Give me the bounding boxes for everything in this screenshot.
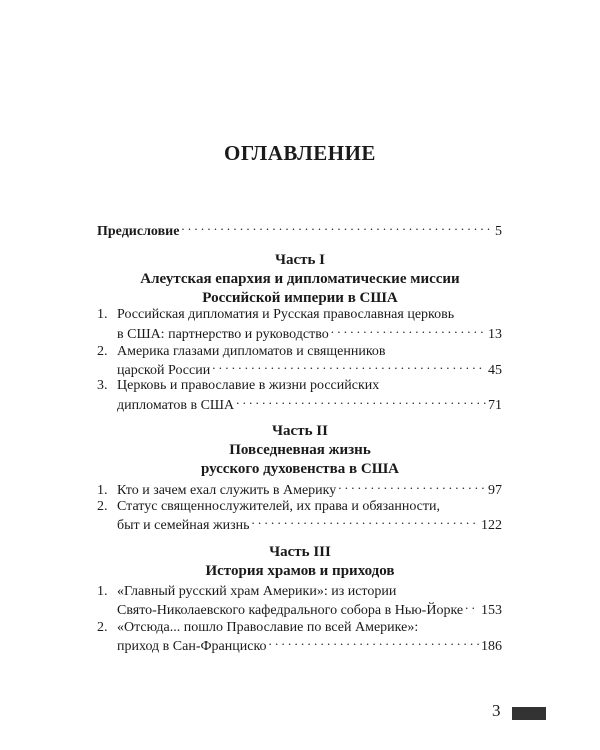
part-title-line: русского духовенства в США bbox=[200, 461, 400, 477]
chapter-title-line: Российская дипломатия и Русская православная церковь bbox=[117, 307, 455, 322]
dot-leader bbox=[269, 636, 479, 650]
chapter-number: 1. bbox=[97, 483, 108, 498]
dot-leader bbox=[465, 600, 479, 614]
chapter-entry-line bbox=[117, 324, 502, 344]
chapter-page: 153 bbox=[481, 603, 502, 618]
chapter-title-line: Свято-Николаевского кафедрального собора в Нью-Йорке bbox=[117, 603, 464, 618]
chapter-number: 1. bbox=[97, 584, 108, 599]
part-heading: Часть III bbox=[269, 544, 331, 560]
chapter-title-line: Церковь и православие в жизни российских bbox=[117, 378, 380, 393]
chapter-title-line: быт и семейная жизнь bbox=[117, 518, 250, 533]
chapter-page: 186 bbox=[481, 639, 502, 654]
chapter-entry-line bbox=[97, 498, 507, 516]
chapter-entry-line bbox=[97, 480, 502, 500]
toc-title: ОГЛАВЛЕНИЕ bbox=[224, 141, 376, 165]
chapter-entry-line bbox=[117, 395, 502, 415]
chapter-entry-line bbox=[117, 515, 502, 535]
toc-entry-preface bbox=[97, 221, 502, 241]
chapter-entry-line bbox=[97, 343, 507, 361]
chapter-title-line: приход в Сан-Франциско bbox=[117, 639, 267, 654]
chapter-number: 2. bbox=[97, 499, 108, 514]
chapter-page: 13 bbox=[488, 327, 502, 342]
chapter-page: 45 bbox=[488, 363, 502, 378]
part-heading: Часть I bbox=[274, 252, 326, 268]
part-title-line: Российской империи в США bbox=[202, 290, 398, 306]
chapter-number: 1. bbox=[97, 307, 108, 322]
dot-leader bbox=[331, 324, 486, 338]
dot-leader bbox=[181, 221, 493, 235]
chapter-title-line: «Отсюда... пошло Православие по всей Америке»: bbox=[117, 620, 419, 635]
chapter-title-line: царской России bbox=[117, 363, 211, 378]
chapter-entry-line bbox=[117, 600, 502, 620]
dot-leader bbox=[236, 395, 486, 409]
chapter-title-text: Кто и зачем ехал служить в Америку bbox=[117, 483, 337, 498]
preface-page: 5 bbox=[495, 224, 502, 239]
dot-leader bbox=[252, 515, 479, 529]
chapter-title-line: Америка глазами дипломатов и священников bbox=[117, 344, 386, 359]
chapter-entry-line bbox=[117, 636, 502, 656]
chapter-title-line: Статус священнослужителей, их права и обязанности, bbox=[117, 499, 440, 514]
part-heading: Часть II bbox=[272, 423, 328, 439]
chapter-number: 2. bbox=[97, 344, 108, 359]
dot-leader bbox=[212, 360, 486, 374]
page-number: 3 bbox=[492, 701, 501, 720]
chapter-entry-line bbox=[97, 306, 507, 324]
chapter-title-line: в США: партнерство и руководство bbox=[117, 327, 329, 342]
chapter-title-line: «Главный русский храм Америки»: из истории bbox=[117, 584, 397, 599]
chapter-page: 122 bbox=[481, 518, 502, 533]
part-title-line: Алеутская епархия и дипломатические миссии bbox=[140, 271, 460, 287]
chapter-entry-line bbox=[97, 583, 507, 601]
dot-leader bbox=[338, 480, 486, 494]
chapter-number: 3. bbox=[97, 378, 108, 393]
chapter-page: 97 bbox=[488, 483, 502, 498]
chapter-entry-line bbox=[97, 619, 507, 637]
chapter-number: 2. bbox=[97, 620, 108, 635]
part-title-line: История храмов и приходов bbox=[205, 563, 395, 579]
chapter-title-line: дипломатов в США bbox=[117, 398, 235, 413]
preface-label: Предисловие bbox=[97, 224, 180, 239]
chapter-page: 71 bbox=[488, 398, 502, 413]
part-title-line: Повседневная жизнь bbox=[229, 442, 371, 458]
page-marker-bar bbox=[512, 707, 546, 720]
chapter-entry-line bbox=[97, 377, 507, 395]
